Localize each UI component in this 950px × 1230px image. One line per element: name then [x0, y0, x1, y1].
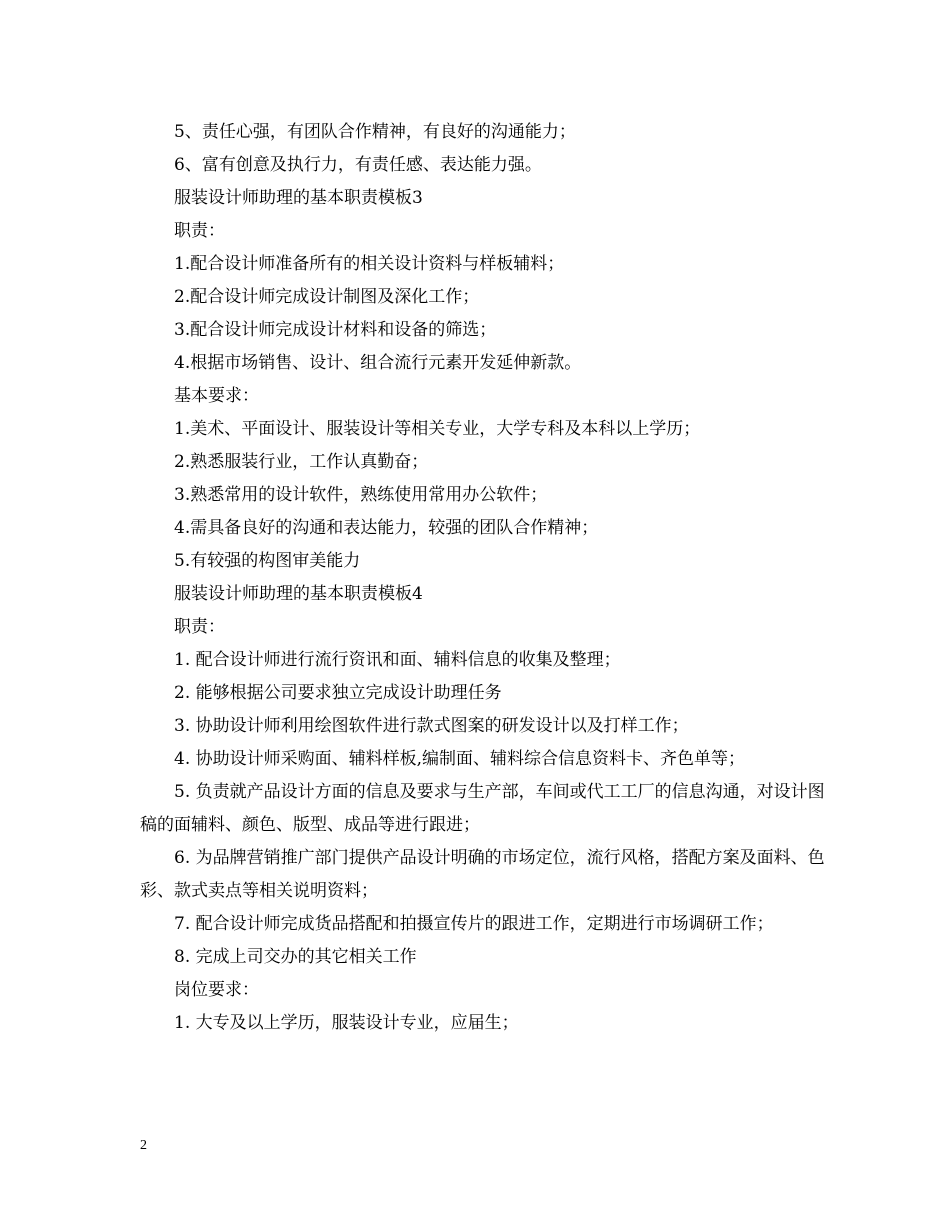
paragraph: 6. 为品牌营销推广部门提供产品设计明确的市场定位，流行风格，搭配方案及面料、色彩、款式卖点等相关说明资料；: [140, 848, 825, 901]
paragraph: 1.美术、平面设计、服装设计等相关专业，大学专科及本科以上学历；: [174, 419, 701, 439]
paragraph: 6、富有创意及执行力，有责任感、表达能力强。: [174, 155, 542, 175]
paragraph: 2.配合设计师完成设计制图及深化工作；: [174, 287, 480, 307]
paragraph: 4. 协助设计师采购面、辅料样板,编制面、辅料综合信息资料卡、齐色单等；: [174, 749, 746, 769]
paragraph: 1.配合设计师准备所有的相关设计资料与样板辅料；: [174, 254, 565, 274]
paragraph: 3. 协助设计师利用绘图软件进行款式图案的研发设计以及打样工作；: [174, 716, 689, 736]
page-number: 2: [140, 1138, 147, 1153]
paragraph: 5、责任心强，有团队合作精神，有良好的沟通能力；: [174, 122, 576, 142]
paragraph: 1. 配合设计师进行流行资讯和面、辅料信息的收集及整理；: [174, 650, 621, 670]
paragraph: 3.熟悉常用的设计软件，熟练使用常用办公软件；: [174, 485, 548, 505]
subheading: 基本要求：: [174, 386, 259, 406]
paragraph: 5.有较强的构图审美能力: [174, 551, 361, 571]
document-body: [140, 116, 830, 1040]
subheading: 岗位要求：: [174, 980, 259, 1000]
section-heading: 服装设计师助理的基本职责模板3: [174, 188, 423, 208]
paragraph: 3.配合设计师完成设计材料和设备的筛选；: [174, 320, 497, 340]
paragraph: 4.需具备良好的沟通和表达能力，较强的团队合作精神；: [174, 518, 599, 538]
subheading: 职责：: [174, 617, 225, 637]
paragraph: 4.根据市场销售、设计、组合流行元素开发延伸新款。: [174, 353, 582, 373]
paragraph: 2.熟悉服装行业，工作认真勤奋；: [174, 452, 429, 472]
paragraph: 2. 能够根据公司要求独立完成设计助理任务: [174, 683, 502, 703]
paragraph: 5. 负责就产品设计方面的信息及要求与生产部，车间或代工工厂的信息沟通，对设计图稿的面辅料、颜色、版型、成品等进行跟进；: [140, 782, 825, 835]
subheading: 职责：: [174, 221, 225, 241]
paragraph: 8. 完成上司交办的其它相关工作: [174, 947, 417, 967]
section-heading: 服装设计师助理的基本职责模板4: [174, 584, 423, 604]
paragraph: 7. 配合设计师完成货品搭配和拍摄宣传片的跟进工作，定期进行市场调研工作；: [174, 914, 774, 934]
paragraph: 1. 大专及以上学历，服装设计专业，应届生；: [174, 1013, 519, 1033]
